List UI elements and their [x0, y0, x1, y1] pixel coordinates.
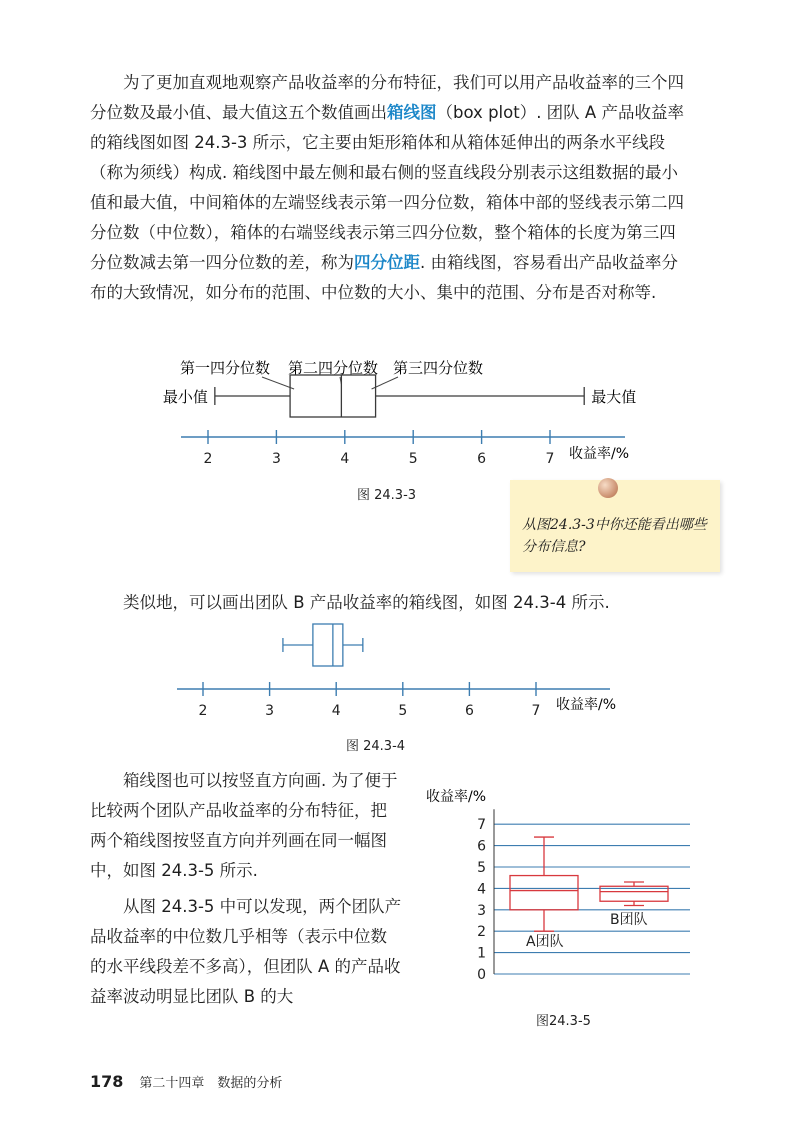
- tick-label: 4: [477, 881, 486, 898]
- tick-label: 2: [477, 924, 486, 941]
- axis-label-fig5: 收益率/%: [426, 789, 487, 805]
- tick-label: 3: [265, 703, 275, 719]
- label-q3: 第三四分位数: [393, 359, 484, 377]
- text-vertical: 箱线图也可以按竖直方向画. 为了便于比较两个团队产品收益率的分布特征，把两个箱线图按竖直方向并列画在同一幅图中，如图 24.3-5 所示.: [90, 771, 398, 880]
- tick-label: 7: [531, 703, 541, 719]
- note-question: 从图24.3-3中你还能看出哪些分布信息?: [522, 517, 707, 555]
- term-box-plot: 箱线图: [387, 103, 437, 122]
- tick-label: 2: [203, 451, 213, 467]
- axis-label-fig4: 收益率/%: [556, 697, 617, 713]
- tick-label: 7: [477, 817, 486, 834]
- tick-label: 5: [477, 860, 486, 876]
- text-similar: 类似地，可以画出团队 B 产品收益率的箱线图，如图 24.3-4 所示.: [123, 593, 610, 612]
- tick-label: 5: [398, 703, 408, 719]
- tick-label: 3: [271, 451, 281, 467]
- tick-label: 5: [408, 451, 418, 467]
- tick-label: 6: [477, 838, 486, 855]
- label-q1: 第一四分位数: [180, 359, 271, 377]
- axis-label-fig3: 收益率/%: [569, 446, 630, 462]
- page-number: 178: [90, 1072, 124, 1091]
- term-iqr: 四分位距: [354, 253, 420, 272]
- grid-fig5: [477, 809, 690, 983]
- tick-label: 6: [464, 703, 474, 719]
- label-q2: 第二四分位数: [288, 359, 379, 377]
- label-max: 最大值: [591, 388, 637, 406]
- chapter-title: 第二十四章 数据的分析: [139, 1076, 283, 1091]
- tick-label: 4: [331, 703, 341, 719]
- page-footer: [90, 1072, 282, 1091]
- text-compare: 从图 24.3-5 中可以发现，两个团队产品收益率的中位数几乎相等（表示中位数的水平线段差不多高），但团队 A 的产品收益率波动明显比团队 B 的大: [90, 897, 402, 1006]
- caption-fig3: 图 24.3-3: [357, 488, 417, 503]
- tick-label: 6: [477, 451, 487, 467]
- label-min: 最小值: [162, 388, 208, 406]
- tick-label: 3: [477, 902, 486, 919]
- box-plots-vertical: [510, 837, 668, 950]
- text-intro-2: （box plot）. 团队 A 产品收益率的箱线图如图 24.3-3 所示，它主要由矩形箱体和从箱体延伸出的两条水平线段（称为须线）构成. 箱线图中最左侧和最右侧的竖直线段分别表示这组数据的最小值和最大值，中间箱体的左端竖线表示第一四分位数，箱体中部的竖线表示第二四分位数（中位数），箱体的右端竖线表示第三四分位数，整个箱体的长度为第三四分位数减去第一四分位数的差，称为: [90, 103, 684, 272]
- caption-fig5: 图24.3-5: [536, 1014, 591, 1029]
- series-label: A团队: [526, 934, 564, 950]
- series-label: B团队: [610, 912, 648, 928]
- caption-fig4: 图 24.3-4: [346, 739, 406, 754]
- tick-label: 1: [477, 945, 486, 962]
- text-intro-1: 为了更加直观地观察产品收益率的分布特征，我们可以用产品收益率的三个四分位数及最小值、最大值这五个数值画出: [90, 73, 684, 122]
- tick-label: 2: [198, 703, 208, 719]
- tick-label: 7: [545, 451, 555, 467]
- text-intro-3: . 由箱线图，容易看出产品收益率分布的大致情况，如分布的范围、中位数的大小、集中的范围、分布是否对称等.: [90, 253, 678, 302]
- tick-label: 0: [477, 967, 486, 983]
- box-q1-q3: [510, 876, 578, 910]
- tick-label: 4: [340, 451, 350, 467]
